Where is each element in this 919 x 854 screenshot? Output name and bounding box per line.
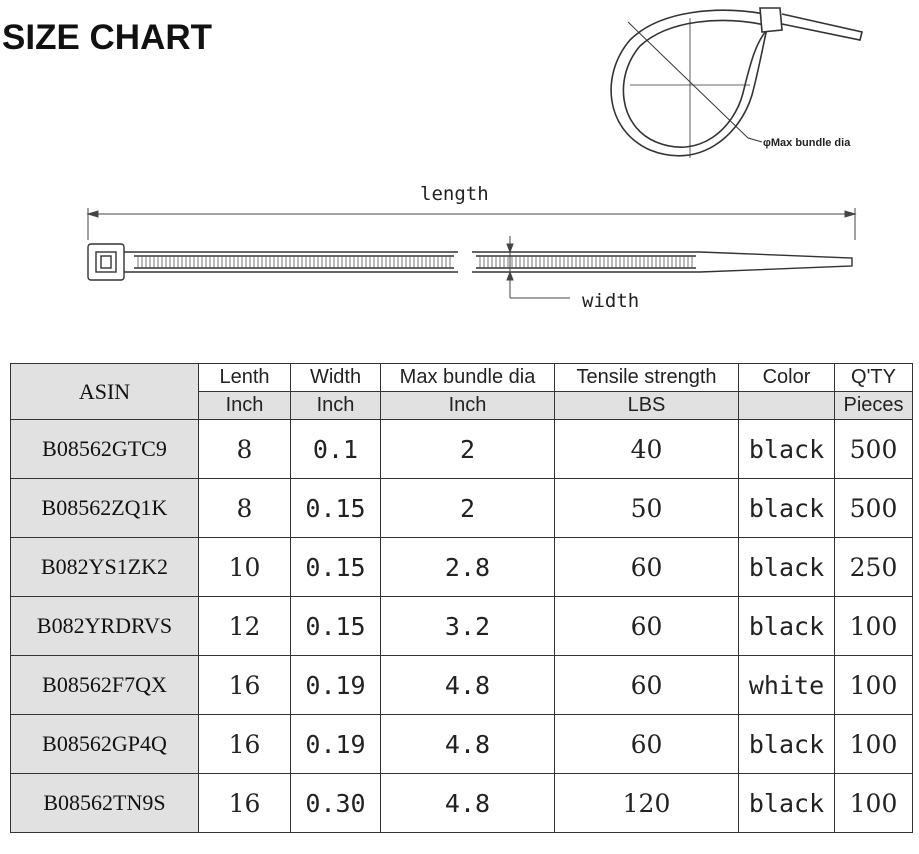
cell-bundle: 2	[381, 479, 555, 538]
header-tensile: Tensile strength	[555, 364, 739, 392]
table-header-row	[11, 364, 913, 392]
cable-tie-diagram	[0, 0, 919, 340]
cell-width: 0.15	[291, 597, 381, 656]
unit-color	[739, 392, 835, 420]
size-table	[10, 363, 913, 833]
width-label: width	[582, 290, 640, 312]
cell-tensile: 50	[555, 479, 739, 538]
cell-asin: B08562GP4Q	[11, 715, 199, 774]
cell-width: 0.30	[291, 774, 381, 833]
cell-bundle: 4.8	[381, 656, 555, 715]
cell-qty: 100	[835, 656, 913, 715]
bundle-loop-drawing	[611, 8, 862, 158]
unit-tensile: LBS	[555, 392, 739, 420]
table-row	[11, 538, 913, 597]
cell-bundle: 2	[381, 420, 555, 479]
cell-tensile: 120	[555, 774, 739, 833]
cell-length: 16	[199, 715, 291, 774]
cell-width: 0.15	[291, 538, 381, 597]
width-dimension-line	[507, 236, 570, 298]
cell-length: 8	[199, 479, 291, 538]
cell-asin: B082YS1ZK2	[11, 538, 199, 597]
cell-color: black	[739, 774, 835, 833]
table-row	[11, 597, 913, 656]
cell-bundle: 2.8	[381, 538, 555, 597]
cell-qty: 100	[835, 715, 913, 774]
table-row	[11, 420, 913, 479]
cell-color: white	[739, 656, 835, 715]
cell-color: black	[739, 479, 835, 538]
unit-width: Inch	[291, 392, 381, 420]
cell-length: 10	[199, 538, 291, 597]
unit-qty: Pieces	[835, 392, 913, 420]
cell-color: black	[739, 715, 835, 774]
cell-qty: 500	[835, 479, 913, 538]
cell-tensile: 60	[555, 597, 739, 656]
strap-ridges	[138, 256, 692, 268]
cell-length: 16	[199, 656, 291, 715]
table-row	[11, 774, 913, 833]
length-dimension-line	[88, 208, 855, 240]
cell-tensile: 60	[555, 715, 739, 774]
header-qty: Q'TY	[835, 364, 913, 392]
cell-qty: 500	[835, 420, 913, 479]
cell-color: black	[739, 420, 835, 479]
cell-length: 16	[199, 774, 291, 833]
cell-tensile: 40	[555, 420, 739, 479]
table-row	[11, 715, 913, 774]
header-length: Lenth	[199, 364, 291, 392]
cell-qty: 100	[835, 774, 913, 833]
cell-bundle: 4.8	[381, 715, 555, 774]
cell-bundle: 3.2	[381, 597, 555, 656]
cell-bundle: 4.8	[381, 774, 555, 833]
cell-qty: 100	[835, 597, 913, 656]
bundle-dia-label: φMax bundle dia	[763, 137, 851, 149]
cell-asin: B08562TN9S	[11, 774, 199, 833]
cell-width: 0.19	[291, 656, 381, 715]
cell-asin: B08562GTC9	[11, 420, 199, 479]
page-title: SIZE CHART	[2, 18, 212, 57]
header-color: Color	[739, 364, 835, 392]
cell-width: 0.19	[291, 715, 381, 774]
cell-tensile: 60	[555, 538, 739, 597]
cell-width: 0.15	[291, 479, 381, 538]
unit-length: Inch	[199, 392, 291, 420]
cell-tensile: 60	[555, 656, 739, 715]
cell-qty: 250	[835, 538, 913, 597]
cell-color: black	[739, 538, 835, 597]
header-asin: ASIN	[11, 364, 199, 420]
cell-length: 12	[199, 597, 291, 656]
cell-width: 0.1	[291, 420, 381, 479]
unit-bundle: Inch	[381, 392, 555, 420]
cell-asin: B08562ZQ1K	[11, 479, 199, 538]
cell-color: black	[739, 597, 835, 656]
cell-asin: B08562F7QX	[11, 656, 199, 715]
header-width: Width	[291, 364, 381, 392]
table-row	[11, 656, 913, 715]
length-label: length	[420, 183, 489, 205]
cell-length: 8	[199, 420, 291, 479]
header-bundle: Max bundle dia	[381, 364, 555, 392]
table-row	[11, 479, 913, 538]
cable-tie-strap	[88, 244, 852, 280]
cell-asin: B082YRDRVS	[11, 597, 199, 656]
